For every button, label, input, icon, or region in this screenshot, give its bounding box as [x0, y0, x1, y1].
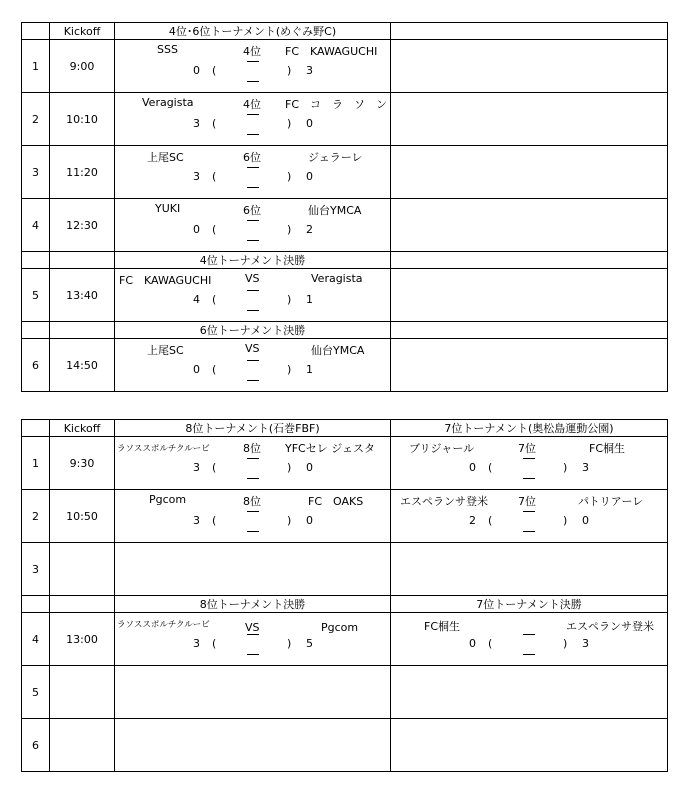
match-row: [22, 40, 668, 93]
match-cell-7th: [391, 490, 668, 543]
away-team: FC桐生: [589, 442, 626, 455]
kickoff-time: 14:50: [50, 339, 115, 392]
match-cell-7th: [391, 437, 668, 490]
table-header-row: [22, 23, 668, 40]
score-divider: [247, 187, 259, 188]
away-score: 3: [582, 461, 589, 474]
score-divider: [247, 220, 259, 221]
blank-cell: [115, 666, 391, 719]
kickoff-time: 10:10: [50, 93, 115, 146]
match-label: 7位: [518, 442, 536, 455]
open-paren: (: [212, 363, 217, 376]
match-number: 1: [22, 437, 50, 490]
blank-cell: [50, 596, 115, 613]
close-paren: ): [287, 117, 292, 130]
open-paren: (: [488, 514, 493, 527]
match-label: 6位: [243, 204, 261, 217]
match-label: 4位: [243, 98, 261, 111]
match-label: 8位: [243, 495, 261, 508]
score-divider: [523, 478, 535, 479]
score-divider: [523, 511, 535, 512]
home-team: Veragista: [142, 96, 194, 109]
home-team: エスペランサ登米: [400, 495, 488, 508]
blank-cell: [50, 252, 115, 269]
match-cell: [115, 199, 391, 252]
blank-cell: [391, 666, 668, 719]
match-cell: [115, 269, 391, 322]
match-cell-8th: [115, 613, 391, 666]
match-cell: [115, 146, 391, 199]
open-paren: (: [488, 637, 493, 650]
away-score: 3: [582, 637, 589, 650]
score-divider: [247, 114, 259, 115]
score-divider: [523, 634, 535, 635]
away-score: 3: [306, 64, 313, 77]
close-paren: ): [287, 514, 292, 527]
match-row: [22, 146, 668, 199]
home-score: 0: [193, 363, 200, 376]
kickoff-time: 9:00: [50, 40, 115, 93]
blank-cell: [391, 146, 668, 199]
match-label: 8位: [243, 442, 261, 455]
home-team: ラソススポルチクルービ: [117, 444, 210, 454]
score-divider: [247, 310, 259, 311]
match-row: [22, 93, 668, 146]
kickoff-header: Kickoff: [50, 420, 115, 437]
home-team: 上尾SC: [147, 151, 184, 164]
home-score: 3: [193, 461, 200, 474]
match-number: 4: [22, 613, 50, 666]
match-cell-8th: [115, 437, 391, 490]
away-score: 0: [306, 514, 313, 527]
match-label: 4位: [243, 45, 261, 58]
home-team: SSS: [157, 43, 178, 56]
home-team: FC桐生: [424, 620, 461, 633]
match-row: [22, 666, 668, 719]
score-divider: [247, 654, 259, 655]
final-header-4th: 4位トーナメント決勝: [115, 252, 391, 269]
match-number: 2: [22, 93, 50, 146]
home-score: 2: [469, 514, 476, 527]
tournament-header-7th: 7位トーナメント(奥松島運動公園): [391, 420, 668, 437]
home-score: 0: [193, 64, 200, 77]
score-divider: [247, 167, 259, 168]
blank-cell: [391, 339, 668, 392]
away-score: 1: [306, 293, 313, 306]
open-paren: (: [212, 170, 217, 183]
schedule-table-7th-8th: [21, 419, 668, 772]
open-paren: (: [212, 293, 217, 306]
home-score: 4: [193, 293, 200, 306]
schedule-table-4th-6th: [21, 22, 668, 392]
match-row: [22, 339, 668, 392]
match-number: 6: [22, 339, 50, 392]
match-number: 2: [22, 490, 50, 543]
home-team: YUKI: [155, 202, 181, 215]
away-team: Pgcom: [321, 621, 359, 634]
home-team: ラソススポルチクルービ: [117, 620, 210, 630]
away-score: 0: [306, 117, 313, 130]
match-cell-7th: [391, 613, 668, 666]
close-paren: ): [287, 461, 292, 474]
blank-cell: [391, 93, 668, 146]
match-row: [22, 490, 668, 543]
score-divider: [247, 61, 259, 62]
match-label: VS: [245, 621, 260, 634]
match-number: 5: [22, 269, 50, 322]
away-team: FC OAKS: [308, 495, 364, 508]
kickoff-time: 13:40: [50, 269, 115, 322]
score-divider: [247, 531, 259, 532]
blank-cell: [391, 543, 668, 596]
match-cell: [115, 40, 391, 93]
home-score: 3: [193, 637, 200, 650]
match-number: 3: [22, 146, 50, 199]
kickoff-time: 10:50: [50, 490, 115, 543]
open-paren: (: [212, 117, 217, 130]
score-divider: [247, 81, 259, 82]
blank-cell: [22, 252, 50, 269]
score-divider: [247, 634, 259, 635]
section-header-row: [22, 322, 668, 339]
away-team: パトリアーレ: [578, 495, 644, 508]
match-number: 6: [22, 719, 50, 772]
blank-cell: [391, 252, 668, 269]
home-team: ブリジャール: [409, 442, 475, 455]
kickoff-time: 9:30: [50, 437, 115, 490]
open-paren: (: [212, 637, 217, 650]
open-paren: (: [488, 461, 493, 474]
match-label: VS: [245, 272, 260, 285]
blank-cell: [391, 322, 668, 339]
close-paren: ): [287, 637, 292, 650]
match-label: 7位: [518, 495, 536, 508]
away-team: FC KAWAGUCHI: [285, 45, 378, 58]
match-row: [22, 437, 668, 490]
away-score: 5: [306, 637, 313, 650]
home-score: 0: [469, 461, 476, 474]
home-score: 3: [193, 170, 200, 183]
open-paren: (: [212, 461, 217, 474]
score-divider: [247, 380, 259, 381]
match-number: 3: [22, 543, 50, 596]
kickoff-time: 12:30: [50, 199, 115, 252]
match-number: 4: [22, 199, 50, 252]
score-divider: [523, 654, 535, 655]
home-team: FC KAWAGUCHI: [119, 274, 212, 287]
score-divider: [247, 511, 259, 512]
open-paren: (: [212, 514, 217, 527]
match-row: [22, 199, 668, 252]
score-divider: [247, 478, 259, 479]
final-header-6th: 6位トーナメント決勝: [115, 322, 391, 339]
close-paren: ): [563, 461, 568, 474]
away-team: ジェラーレ: [308, 151, 363, 164]
score-divider: [247, 240, 259, 241]
tournament-header-4th-6th: 4位･6位トーナメント(めぐみ野C): [115, 23, 391, 40]
final-header-8th: 8位トーナメント決勝: [115, 596, 391, 613]
blank-cell: [50, 543, 115, 596]
table-header-row: [22, 420, 668, 437]
blank-cell: [50, 322, 115, 339]
away-score: 1: [306, 363, 313, 376]
blank-cell: [391, 40, 668, 93]
blank-cell: [391, 269, 668, 322]
home-score: 3: [193, 117, 200, 130]
home-score: 0: [193, 223, 200, 236]
match-number: 1: [22, 40, 50, 93]
away-team: エスペランサ登米: [566, 620, 654, 633]
close-paren: ): [287, 293, 292, 306]
open-paren: (: [212, 223, 217, 236]
close-paren: ): [563, 514, 568, 527]
kickoff-time: 11:20: [50, 146, 115, 199]
match-cell: [115, 339, 391, 392]
score-divider: [247, 458, 259, 459]
match-label: VS: [245, 342, 260, 355]
away-team: 仙台YMCA: [308, 204, 362, 217]
match-row: [22, 269, 668, 322]
match-label: 6位: [243, 151, 261, 164]
kickoff-header: Kickoff: [50, 23, 115, 40]
blank-cell: [50, 719, 115, 772]
away-team: Veragista: [311, 272, 363, 285]
section-header-row: [22, 252, 668, 269]
away-team: YFCセレ ジェスタ: [285, 442, 376, 455]
match-cell-8th: [115, 490, 391, 543]
match-row: [22, 613, 668, 666]
away-team: 仙台YMCA: [311, 344, 365, 357]
home-score: 3: [193, 514, 200, 527]
blank-cell: [22, 420, 50, 437]
score-divider: [523, 458, 535, 459]
match-number: 5: [22, 666, 50, 719]
blank-cell: [391, 199, 668, 252]
score-divider: [247, 134, 259, 135]
tournament-header-8th: 8位トーナメント(石巻FBF): [115, 420, 391, 437]
away-score: 2: [306, 223, 313, 236]
kickoff-time: 13:00: [50, 613, 115, 666]
home-team: 上尾SC: [147, 344, 184, 357]
close-paren: ): [287, 363, 292, 376]
section-header-row: [22, 596, 668, 613]
blank-cell: [22, 322, 50, 339]
blank-cell: [115, 543, 391, 596]
blank-cell: [391, 23, 668, 40]
match-row: [22, 543, 668, 596]
blank-cell: [22, 596, 50, 613]
match-cell: [115, 93, 391, 146]
close-paren: ): [287, 223, 292, 236]
home-score: 0: [469, 637, 476, 650]
score-divider: [247, 290, 259, 291]
away-score: 0: [306, 170, 313, 183]
score-divider: [247, 360, 259, 361]
blank-cell: [22, 23, 50, 40]
blank-cell: [50, 666, 115, 719]
close-paren: ): [563, 637, 568, 650]
blank-cell: [115, 719, 391, 772]
home-team: Pgcom: [149, 493, 187, 506]
blank-cell: [391, 719, 668, 772]
final-header-7th: 7位トーナメント決勝: [391, 596, 668, 613]
close-paren: ): [287, 64, 292, 77]
match-row: [22, 719, 668, 772]
open-paren: (: [212, 64, 217, 77]
score-divider: [523, 531, 535, 532]
away-score: 0: [306, 461, 313, 474]
away-team: FC コ ラ ソ ン: [285, 98, 388, 111]
close-paren: ): [287, 170, 292, 183]
away-score: 0: [582, 514, 589, 527]
